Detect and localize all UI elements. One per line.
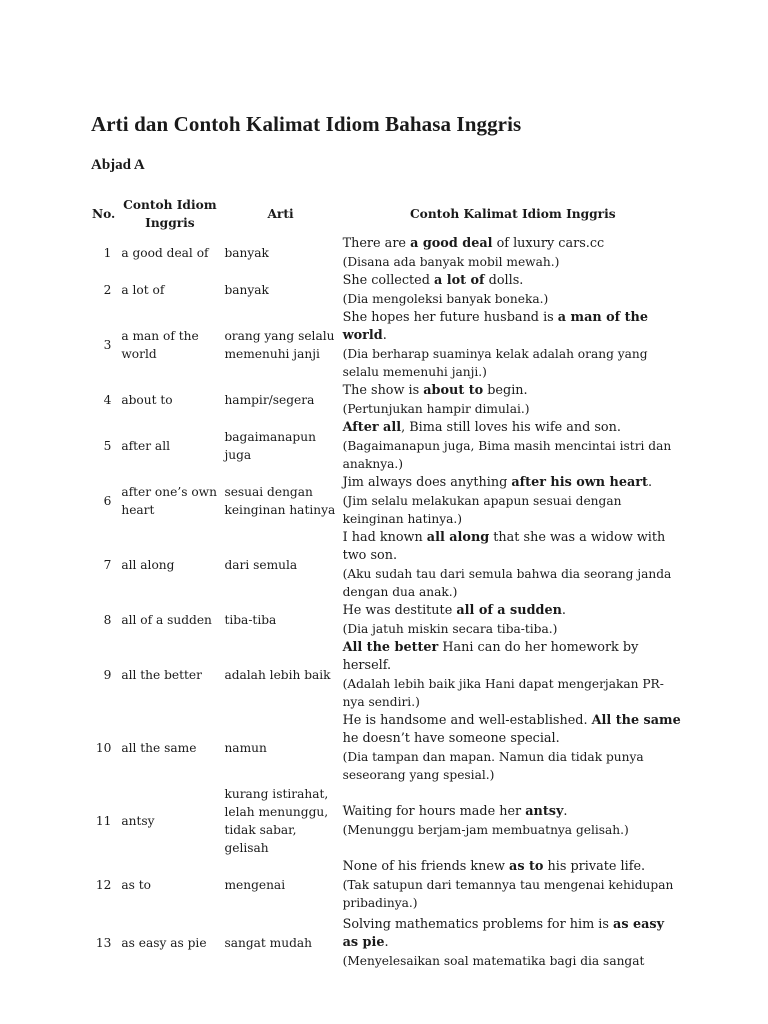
- example-cell: [340, 418, 686, 473]
- row-number: 11: [95, 814, 112, 828]
- table-row: [86, 601, 686, 638]
- idiom-cell: as easy as pie: [121, 935, 207, 950]
- example-sentence: [343, 529, 683, 565]
- table-row: [86, 473, 686, 528]
- example-sentence: [343, 419, 683, 437]
- example-translation: (Jim selalu melakukan apapun sesuai dengan keinginan hatinya.): [342, 494, 622, 526]
- idiom-cell: as to: [121, 878, 151, 892]
- example-sentence: [343, 602, 683, 620]
- example-idiom-highlight: as to: [509, 859, 544, 874]
- row-number: 6: [103, 494, 112, 508]
- table-row: [86, 234, 686, 271]
- row-number: 8: [103, 613, 112, 627]
- example-translation: (Pertunjukan hampir dimulai.): [342, 402, 530, 416]
- meaning-cell: orang yang selalu memenuhi janji: [224, 329, 335, 361]
- example-translation: (Disana ada banyak mobil mewah.): [342, 255, 560, 269]
- table-row: [86, 528, 686, 601]
- table-row: [86, 912, 686, 972]
- header-contoh: Contoh Kalimat Idiom Inggris: [409, 207, 616, 221]
- idiom-cell: all the better: [121, 668, 202, 682]
- row-number: 3: [103, 338, 112, 352]
- idiom-cell: about to: [121, 393, 173, 407]
- example-text-after: begin.: [483, 383, 528, 398]
- row-number: 5: [103, 439, 112, 453]
- example-cell: [340, 271, 686, 308]
- idiom-cell: all the same: [121, 741, 197, 755]
- example-translation: (Tak satupun dari temannya tau mengenai kehidupan pribadinya.): [342, 878, 674, 910]
- idiom-cell: after one’s own heart: [121, 485, 217, 517]
- row-number: 9: [103, 668, 112, 682]
- example-sentence: [343, 858, 683, 876]
- example-text-before: Solving mathematics problems for him is: [342, 916, 614, 932]
- example-text-after: of luxury cars.cc: [492, 236, 605, 251]
- row-number: 7: [103, 558, 112, 572]
- header-idiom: Contoh Idiom Inggris: [123, 198, 217, 230]
- header-arti: Arti: [267, 207, 294, 221]
- example-text-before: There are: [342, 236, 411, 251]
- example-text-after: .: [647, 475, 653, 490]
- example-translation: (Dia mengoleksi banyak boneka.): [342, 292, 549, 306]
- example-translation: (Adalah lebih baik jika Hani dapat mengerjakan PR-nya sendiri.): [342, 677, 664, 709]
- meaning-cell: banyak: [224, 246, 269, 260]
- example-text-after: his private life.: [543, 859, 646, 874]
- example-idiom-highlight: a man of the world: [342, 310, 648, 343]
- table-row: [86, 308, 686, 381]
- table-row: [86, 784, 686, 857]
- example-idiom-highlight: After all: [342, 420, 402, 435]
- table-row: [86, 711, 686, 784]
- meaning-cell: namun: [224, 741, 267, 755]
- table-row: [86, 638, 686, 711]
- example-text-after: .: [563, 804, 568, 819]
- example-idiom-highlight: antsy: [525, 804, 564, 819]
- idiom-cell: a man of the world: [121, 329, 199, 361]
- example-sentence: [343, 309, 683, 345]
- example-text-after: that she was a widow with two son.: [342, 530, 666, 563]
- meaning-cell: banyak: [224, 283, 269, 297]
- meaning-cell: mengenai: [224, 878, 286, 892]
- example-cell: [340, 784, 686, 857]
- example-text-after: .: [382, 328, 387, 343]
- example-sentence: [343, 712, 683, 748]
- page-title: Arti dan Contoh Kalimat Idiom Bahasa Inggris: [91, 112, 522, 136]
- table-body: [86, 234, 686, 972]
- example-idiom-highlight: all along: [426, 530, 490, 545]
- row-number: 10: [95, 741, 112, 755]
- idiom-cell: a lot of: [121, 283, 165, 297]
- meaning-cell: hampir/segera: [224, 393, 315, 407]
- row-number: 4: [103, 393, 112, 407]
- example-cell: [340, 601, 686, 638]
- example-translation: (Bagaimanapun juga, Bima masih mencintai istri dan anaknya.): [342, 439, 672, 471]
- example-text-before: He was destitute: [342, 603, 457, 618]
- example-cell: [340, 711, 686, 784]
- meaning-cell: dari semula: [224, 558, 298, 572]
- example-sentence: [343, 382, 683, 400]
- meaning-cell: kurang istirahat, lelah menunggu, tidak sabar, gelisah: [224, 787, 329, 855]
- meaning-cell: tiba-tiba: [224, 613, 277, 627]
- row-number: 1: [103, 246, 112, 260]
- example-text-before: The show is: [342, 383, 424, 398]
- meaning-cell: sesuai dengan keinginan hatinya: [224, 485, 336, 517]
- meaning-cell: adalah lebih baik: [224, 668, 331, 682]
- example-translation: (Dia tampan dan mapan. Namun dia tidak punya seseorang yang spesial.): [342, 750, 644, 782]
- table-row: [86, 271, 686, 308]
- row-number: 12: [95, 878, 112, 892]
- example-translation: (Dia berharap suaminya kelak adalah orang yang selalu memenuhi janji.): [342, 347, 648, 379]
- example-idiom-highlight: all of a sudden: [456, 603, 562, 618]
- example-text-before: He is handsome and well-established.: [342, 713, 592, 728]
- example-cell: [340, 528, 686, 601]
- example-text-before: Waiting for hours made her: [342, 804, 526, 819]
- example-cell: [340, 473, 686, 528]
- example-cell: [340, 857, 686, 912]
- example-cell: [340, 234, 686, 271]
- example-text-before: I had known: [342, 530, 427, 545]
- idiom-cell: a good deal of: [121, 246, 209, 260]
- example-sentence: [343, 235, 683, 253]
- header-no: No.: [92, 207, 116, 221]
- meaning-cell: bagaimanapun juga: [224, 430, 316, 462]
- example-text-after: .: [561, 603, 566, 618]
- table-row: [86, 418, 686, 473]
- example-cell: [340, 912, 686, 972]
- example-text-after: dolls.: [484, 273, 524, 288]
- example-idiom-highlight: All the same: [591, 713, 681, 728]
- example-text-before: She collected: [342, 273, 434, 288]
- example-cell: [340, 381, 686, 418]
- meaning-cell: sangat mudah: [224, 935, 312, 950]
- example-translation: (Menyelesaikan soal matematika bagi dia sangat: [342, 953, 645, 968]
- section-heading: Abjad A: [91, 157, 145, 173]
- example-idiom-highlight: after his own heart: [511, 475, 648, 490]
- idiom-cell: after all: [121, 439, 170, 453]
- example-text-after: Hani can do her homework by herself.: [342, 640, 639, 673]
- example-idiom-highlight: a lot of: [434, 273, 485, 288]
- table-header-row: [86, 193, 686, 234]
- example-sentence: [343, 639, 683, 675]
- example-sentence: [343, 916, 683, 952]
- example-cell: [340, 638, 686, 711]
- example-idiom-highlight: All the better: [342, 640, 439, 655]
- example-idiom-highlight: as easy as pie: [342, 916, 665, 950]
- example-sentence: [343, 272, 683, 290]
- example-translation: (Dia jatuh miskin secara tiba-tiba.): [342, 622, 558, 636]
- example-text-after: .: [384, 934, 389, 950]
- example-sentence: [343, 474, 683, 492]
- example-idiom-highlight: a good deal: [410, 236, 493, 251]
- example-cell: [340, 308, 686, 381]
- example-sentence: [343, 803, 683, 821]
- row-number: 13: [95, 935, 112, 950]
- example-text-before: She hopes her future husband is: [342, 310, 558, 325]
- example-text-after: he doesn’t have someone special.: [342, 731, 560, 746]
- example-text-after: , Bima still loves his wife and son.: [401, 420, 621, 435]
- idiom-cell: all along: [121, 558, 175, 572]
- table-row: [86, 857, 686, 912]
- row-number: 2: [103, 283, 112, 297]
- table-row: [86, 381, 686, 418]
- example-translation: (Aku sudah tau dari semula bahwa dia seorang janda dengan dua anak.): [342, 567, 672, 599]
- example-idiom-highlight: about to: [423, 383, 484, 398]
- example-text-before: Jim always does anything: [342, 475, 512, 490]
- idiom-table: [86, 193, 686, 972]
- idiom-cell: antsy: [121, 814, 155, 828]
- idiom-cell: all of a sudden: [121, 613, 212, 627]
- example-text-before: None of his friends knew: [342, 859, 510, 874]
- example-translation: (Menunggu berjam-jam membuatnya gelisah.): [342, 823, 629, 837]
